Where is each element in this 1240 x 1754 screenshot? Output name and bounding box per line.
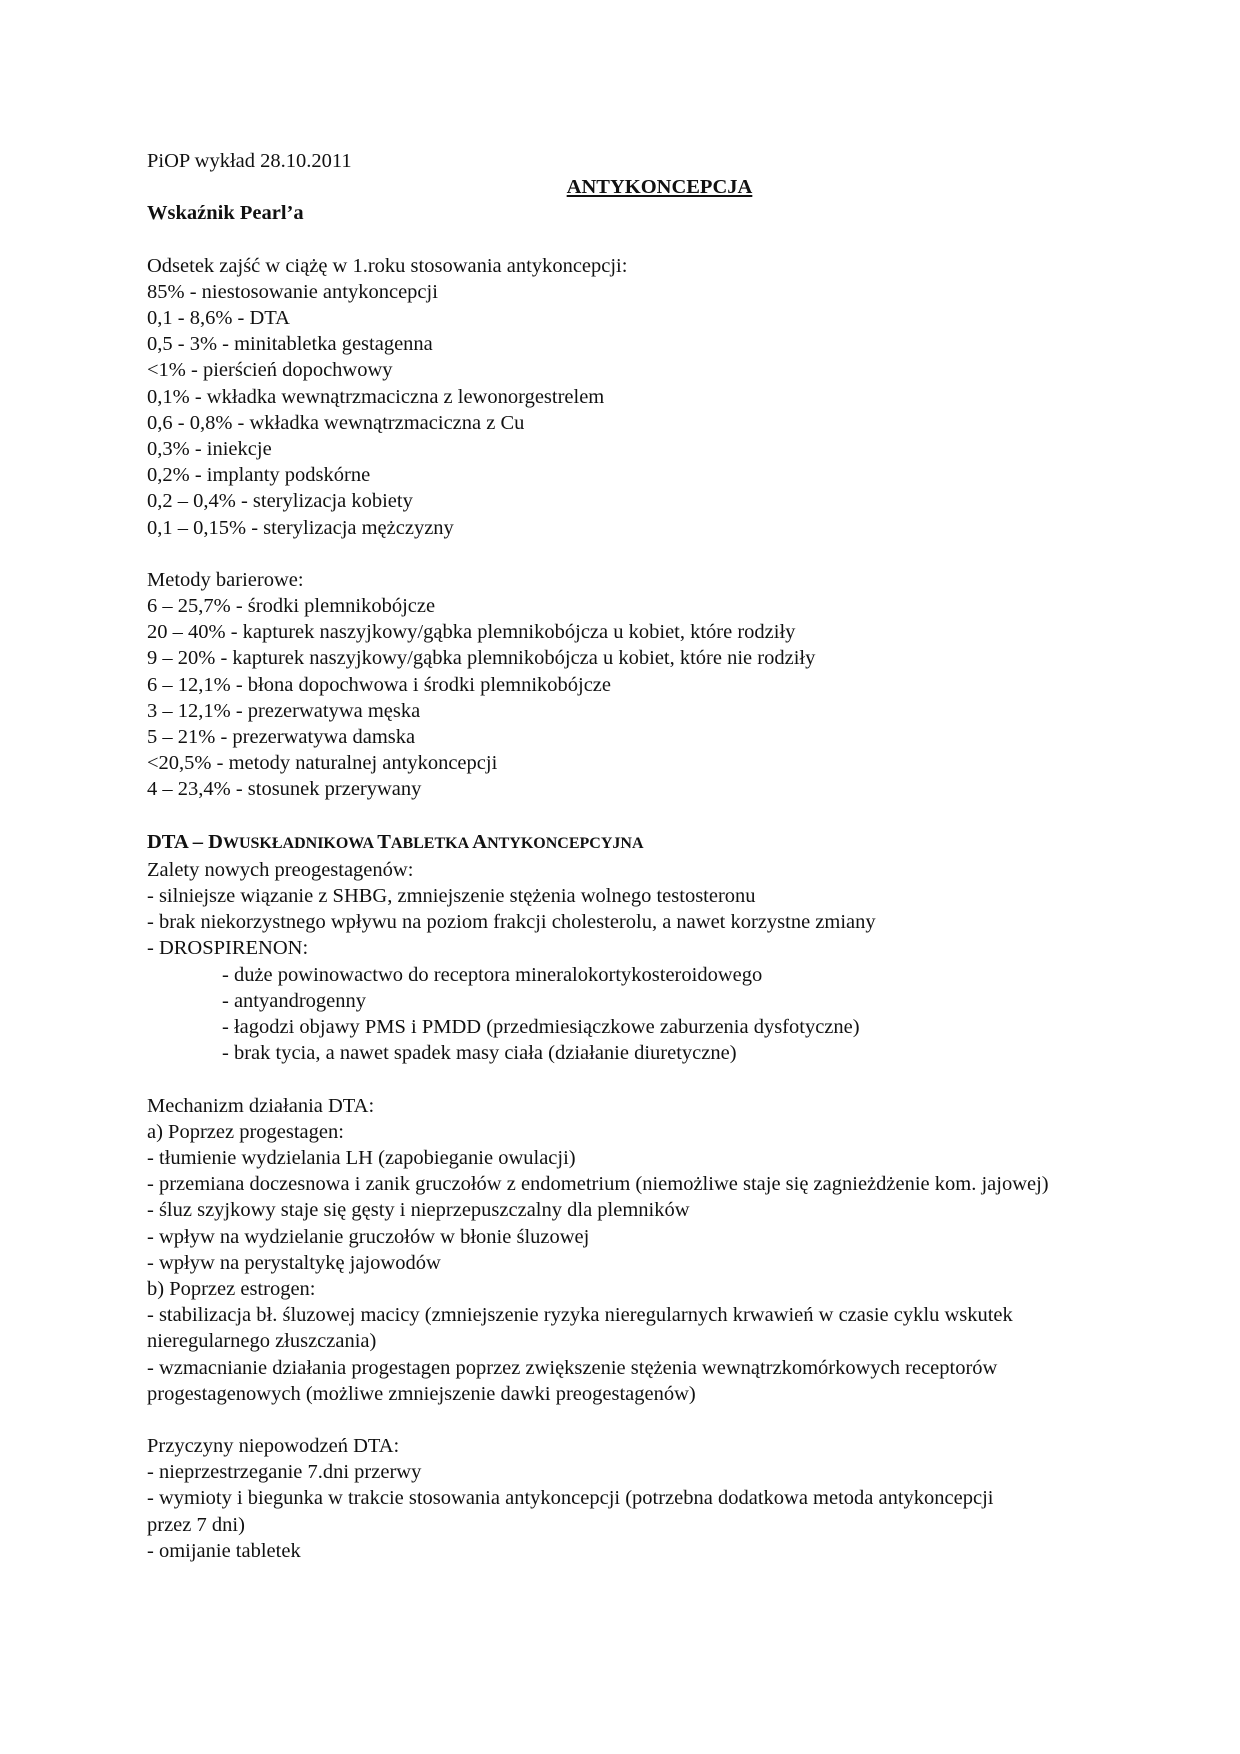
list-item: 0,5 - 3% - minitabletka gestagenna: [147, 333, 433, 356]
list-item: - nieprzestrzeganie 7.dni przerwy: [147, 1461, 422, 1484]
barrier-intro: Metody barierowe:: [147, 568, 304, 591]
list-item: 5 – 21% - prezerwatywa damska: [147, 726, 416, 749]
list-item: - brak niekorzystnego wpływu na poziom frakcji cholesterolu, a nawet korzystne zmiany: [147, 911, 876, 934]
barrier-list: [147, 593, 1097, 803]
section-heading-dta: DTA – DWUSKŁADNIKOWA TABLETKA ANTYKONCEPCYJNA: [147, 830, 644, 853]
list-item: 20 – 40% - kapturek naszyjkowy/gąbka plemnikobójcza u kobiet, które rodziły: [147, 621, 796, 644]
list-item: 0,3% - iniekcje: [147, 438, 272, 461]
drospirenon-list: [147, 962, 1097, 1067]
list-item: - przemiana doczesnowa i zanik gruczołów z endometrium (niemożliwe staje się zagnieżdżenie kom. jajowej): [147, 1173, 1049, 1196]
spacer: [147, 227, 1097, 253]
list-item: <20,5% - metody naturalnej antykoncepcji: [147, 752, 498, 775]
estrogen-heading: b) Poprzez estrogen:: [147, 1277, 316, 1300]
list-item: - wymioty i biegunka w trakcie stosowania antykoncepcji (potrzebna dodatkowa metoda antykoncepcji przez 7 dni): [147, 1487, 994, 1536]
spacer: [147, 803, 1097, 829]
list-item: 9 – 20% - kapturek naszyjkowy/gąbka plemnikobójcza u kobiet, które nie rodziły: [147, 647, 816, 670]
list-item: 6 – 12,1% - błona dopochwowa i środki plemnikobójcze: [147, 673, 612, 696]
list-item: 0,2% - implanty podskórne: [147, 464, 371, 487]
progestagen-heading: a) Poprzez progestagen:: [147, 1120, 344, 1143]
list-item: - wzmacnianie działania progestagen poprzez zwiększenie stężenia wewnątrzkomórkowych receptorów progestagenowych (możliwe zmniejszenie dawki preogestagenów): [147, 1356, 998, 1405]
list-item: 0,1% - wkładka wewnątrzmaciczna z lewonorgestrelem: [147, 385, 605, 408]
list-item: - stabilizacja bł. śluzowej macicy (zmniejszenie ryzyka nieregularnych krwawień w czasie cyklu wskutek nieregularnego złuszczania): [147, 1304, 1013, 1353]
advantages-intro: Zalety nowych preogestagenów:: [147, 858, 414, 881]
pearl-list: [147, 279, 1097, 541]
list-item: 0,1 – 0,15% - sterylizacja mężczyzny: [147, 516, 454, 539]
failures-intro: Przyczyny niepowodzeń DTA:: [147, 1434, 400, 1457]
spacer: [147, 541, 1097, 567]
list-item: 3 – 12,1% - prezerwatywa męska: [147, 699, 421, 722]
pearl-intro: Odsetek zajść w ciążę w 1.roku stosowania antykoncepcji:: [147, 254, 628, 277]
list-item: - silniejsze wiązanie z SHBG, zmniejszenie stężenia wolnego testosteronu: [147, 885, 756, 908]
list-item: - antyandrogenny: [222, 989, 367, 1012]
list-item: - łagodzi objawy PMS i PMDD (przedmiesiączkowe zaburzenia dysfotyczne): [222, 1016, 860, 1039]
spacer: [147, 1067, 1097, 1093]
list-item: 0,2 – 0,4% - sterylizacja kobiety: [147, 490, 413, 513]
lecture-header: PiOP wykład 28.10.2011: [147, 150, 352, 172]
list-item: - omijanie tabletek: [147, 1539, 301, 1562]
list-item: 6 – 25,7% - środki plemnikobójcze: [147, 595, 436, 618]
list-item: - śluz szyjkowy staje się gęsty i nieprzepuszczalny dla plemników: [147, 1199, 690, 1222]
mechanism-intro: Mechanizm działania DTA:: [147, 1094, 375, 1117]
section-heading-pearl: Wskaźnik Pearl’a: [147, 202, 304, 225]
list-item: 0,1 - 8,6% - DTA: [147, 307, 290, 330]
list-item: - wpływ na wydzielanie gruczołów w błonie śluzowej: [147, 1225, 590, 1248]
document-title: ANTYKONCEPCJA: [566, 176, 753, 199]
list-item: 0,6 - 0,8% - wkładka wewnątrzmaciczna z Cu: [147, 411, 525, 434]
spacer: [147, 1407, 1097, 1433]
list-item: - tłumienie wydzielania LH (zapobieganie owulacji): [147, 1146, 576, 1169]
list-item: <1% - pierścień dopochwowy: [147, 359, 393, 382]
list-item: 85% - niestosowanie antykoncepcji: [147, 280, 438, 303]
list-item: - brak tycia, a nawet spadek masy ciała (działanie diuretyczne): [222, 1042, 737, 1065]
document-content: [147, 148, 1097, 1564]
list-item: - duże powinowactwo do receptora mineralokortykosteroidowego: [222, 963, 763, 986]
list-item: - wpływ na perystaltykę jajowodów: [147, 1251, 441, 1274]
list-item: - DROSPIRENON:: [147, 937, 309, 960]
list-item: 4 – 23,4% - stosunek przerywany: [147, 778, 422, 801]
